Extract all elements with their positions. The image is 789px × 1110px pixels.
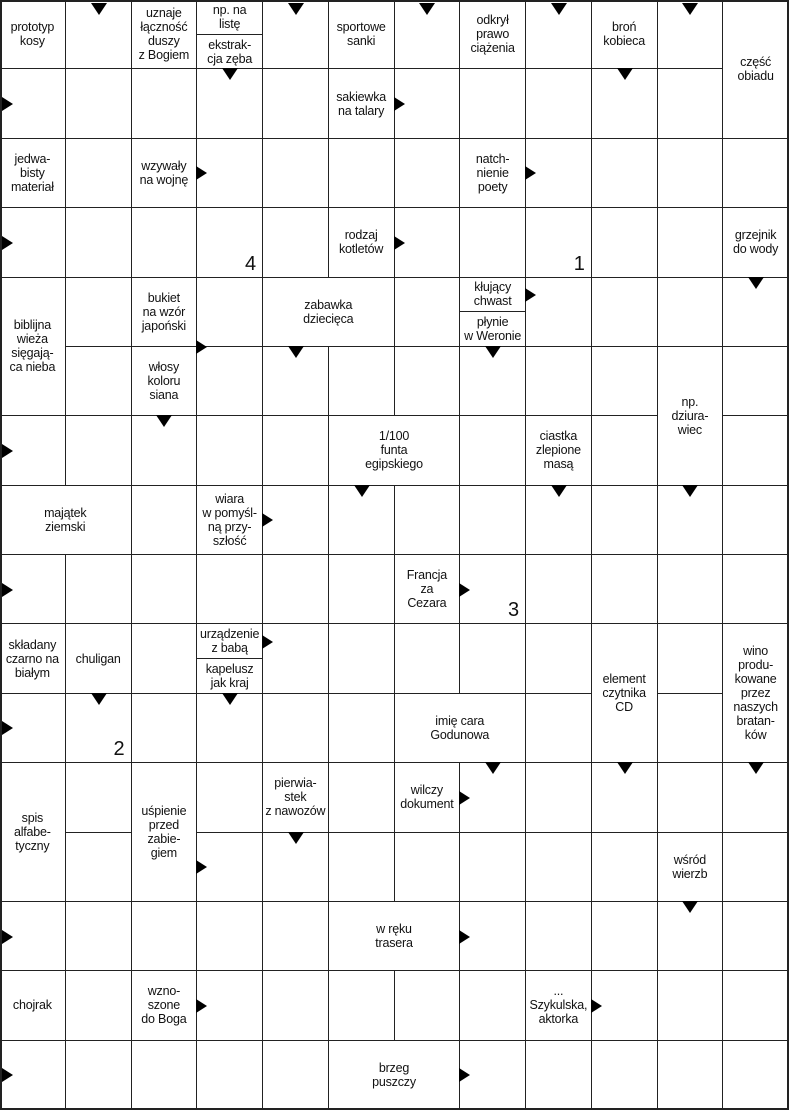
answer-cell[interactable] xyxy=(66,69,132,138)
clue-c8: część obiadu xyxy=(723,0,789,139)
arrow-down-icon xyxy=(222,693,238,705)
answer-cell[interactable] xyxy=(132,69,198,138)
answer-cell[interactable] xyxy=(66,763,132,832)
arrow-right-icon xyxy=(2,930,13,944)
answer-cell[interactable] xyxy=(592,208,658,277)
arrow-right-icon xyxy=(591,999,602,1013)
clue-c10: jedwa- bisty materiał xyxy=(0,139,66,208)
clue-c34: spis alfabe- tyczny xyxy=(0,763,66,902)
arrow-down-icon xyxy=(485,762,501,774)
arrow-right-icon xyxy=(2,444,13,458)
answer-cell[interactable] xyxy=(197,416,263,485)
arrow-down-icon xyxy=(682,3,698,15)
arrow-down-icon xyxy=(551,3,567,15)
arrow-down-icon xyxy=(682,901,698,913)
answer-cell[interactable] xyxy=(592,902,658,971)
clue-c13: rodzaj kotletów xyxy=(329,208,395,277)
arrow-right-icon xyxy=(394,236,405,250)
answer-cell[interactable] xyxy=(723,139,789,208)
arrow-down-icon xyxy=(551,485,567,497)
arrow-down-icon xyxy=(354,485,370,497)
arrow-right-icon xyxy=(196,166,207,180)
answer-cell[interactable] xyxy=(658,555,724,624)
clue-c11: wzywały na wojnę xyxy=(132,139,198,208)
answer-cell[interactable] xyxy=(658,278,724,347)
answer-cell[interactable] xyxy=(329,624,395,693)
arrow-down-icon xyxy=(288,832,304,844)
clue-c2: uznaje łączność duszy z Bogiem xyxy=(132,0,198,69)
answer-cell[interactable] xyxy=(592,1041,658,1110)
answer-cell[interactable] xyxy=(526,763,592,832)
arrow-right-icon xyxy=(2,583,13,597)
clue-c23: ciastka zlepione masą xyxy=(526,416,592,485)
answer-cell[interactable] xyxy=(460,416,526,485)
answer-cell[interactable] xyxy=(723,347,789,416)
arrow-right-icon xyxy=(459,1068,470,1082)
answer-cell[interactable] xyxy=(526,555,592,624)
arrow-down-icon xyxy=(419,3,435,15)
answer-cell[interactable] xyxy=(460,208,526,277)
arrow-right-icon xyxy=(459,583,470,597)
clue-c31: element czytnika CD xyxy=(592,624,658,763)
answer-cell[interactable] xyxy=(395,278,461,347)
answer-cell[interactable] xyxy=(395,486,461,555)
answer-cell[interactable] xyxy=(66,555,132,624)
arrow-down-icon xyxy=(288,346,304,358)
answer-cell[interactable] xyxy=(329,763,395,832)
clue-c17: zabawka dziecięca xyxy=(263,278,395,347)
answer-cell[interactable] xyxy=(132,208,198,277)
answer-cell[interactable] xyxy=(329,347,395,416)
answer-cell[interactable] xyxy=(263,208,329,277)
clue-c27: składany czarno na białym xyxy=(0,624,66,693)
answer-cell[interactable] xyxy=(263,416,329,485)
answer-cell[interactable] xyxy=(723,902,789,971)
answer-cell[interactable] xyxy=(592,555,658,624)
answer-cell[interactable] xyxy=(66,416,132,485)
clue-c33: imię cara Godunowa xyxy=(395,694,527,763)
answer-cell[interactable] xyxy=(197,347,263,416)
answer-cell[interactable] xyxy=(66,971,132,1040)
arrow-right-icon xyxy=(2,236,13,250)
arrow-right-icon xyxy=(525,166,536,180)
answer-cell[interactable] xyxy=(723,486,789,555)
clue-c5: sportowe sanki xyxy=(329,0,395,69)
arrow-right-icon xyxy=(196,860,207,874)
answer-cell[interactable] xyxy=(460,624,526,693)
answer-cell[interactable] xyxy=(460,69,526,138)
arrow-right-icon xyxy=(196,340,207,354)
answer-cell[interactable] xyxy=(526,694,592,763)
solution-number: 2 xyxy=(113,738,125,761)
answer-cell[interactable] xyxy=(658,971,724,1040)
answer-cell[interactable] xyxy=(526,347,592,416)
clue-c32: wino produ- kowane przez naszych bratan- ków xyxy=(723,624,789,763)
clue-c30: kapelusz jak kraj xyxy=(197,659,263,694)
arrow-down-icon xyxy=(485,346,501,358)
answer-cell[interactable] xyxy=(197,278,263,347)
answer-cell[interactable] xyxy=(723,416,789,485)
answer-cell[interactable] xyxy=(263,902,329,971)
answer-cell[interactable] xyxy=(592,486,658,555)
arrow-right-icon xyxy=(459,791,470,805)
answer-cell[interactable] xyxy=(66,278,132,347)
answer-cell[interactable] xyxy=(329,694,395,763)
arrow-right-icon xyxy=(2,1068,13,1082)
answer-cell[interactable] xyxy=(263,69,329,138)
answer-cell[interactable] xyxy=(132,694,198,763)
arrow-right-icon xyxy=(525,288,536,302)
answer-cell[interactable] xyxy=(263,694,329,763)
answer-cell[interactable] xyxy=(395,347,461,416)
answer-cell[interactable] xyxy=(723,833,789,902)
answer-cell[interactable] xyxy=(658,208,724,277)
answer-cell[interactable] xyxy=(658,763,724,832)
clue-c37: wilczy dokument xyxy=(395,763,461,832)
clue-c9: sakiewka na talary xyxy=(329,69,395,138)
clue-c3: np. na listę xyxy=(197,0,263,35)
answer-cell[interactable] xyxy=(592,139,658,208)
answer-cell[interactable] xyxy=(723,1041,789,1110)
clue-c12: natch- nienie poety xyxy=(460,139,526,208)
answer-cell[interactable] xyxy=(132,486,198,555)
solution-number: 4 xyxy=(245,252,257,275)
answer-cell[interactable] xyxy=(658,139,724,208)
arrow-right-icon xyxy=(262,513,273,527)
clue-c38: wśród wierzb xyxy=(658,833,724,902)
clue-c40: chojrak xyxy=(0,971,66,1040)
clue-c42: ... Szykulska, aktorka xyxy=(526,971,592,1040)
clue-c7: broń kobieca xyxy=(592,0,658,69)
clue-c41: wzno- szone do Boga xyxy=(132,971,198,1040)
answer-cell[interactable] xyxy=(658,69,724,138)
answer-cell[interactable] xyxy=(197,555,263,624)
answer-cell[interactable] xyxy=(329,833,395,902)
answer-cell[interactable] xyxy=(263,1041,329,1110)
clue-c6: odkrył prawo ciążenia xyxy=(460,0,526,69)
answer-cell[interactable] xyxy=(592,347,658,416)
clue-c39: w ręku trasera xyxy=(329,902,461,971)
answer-cell[interactable] xyxy=(66,139,132,208)
clue-c15: biblijna wieża sięgają- ca nieba xyxy=(0,278,66,417)
clue-c43: brzeg puszczy xyxy=(329,1041,461,1110)
answer-cell[interactable] xyxy=(526,902,592,971)
answer-cell[interactable] xyxy=(263,555,329,624)
arrow-down-icon xyxy=(91,3,107,15)
answer-cell[interactable] xyxy=(460,833,526,902)
arrow-down-icon xyxy=(748,277,764,289)
answer-cell[interactable] xyxy=(395,139,461,208)
arrow-down-icon xyxy=(617,68,633,80)
arrow-right-icon xyxy=(196,999,207,1013)
answer-cell[interactable] xyxy=(395,971,461,1040)
clue-c19: płynie w Weronie xyxy=(460,312,526,347)
answer-cell[interactable] xyxy=(526,833,592,902)
clue-c18: kłujący chwast xyxy=(460,278,526,313)
clue-c35: uśpienie przed zabie- giem xyxy=(132,763,198,902)
answer-cell[interactable] xyxy=(263,971,329,1040)
answer-cell[interactable] xyxy=(66,208,132,277)
answer-cell[interactable] xyxy=(66,833,132,902)
clue-c16: bukiet na wzór japoński xyxy=(132,278,198,347)
clue-c21: np. dziura- wiec xyxy=(658,347,724,486)
answer-cell[interactable] xyxy=(132,1041,198,1110)
answer-cell[interactable] xyxy=(66,1041,132,1110)
answer-cell[interactable] xyxy=(658,694,724,763)
clue-c26: Francja za Cezara xyxy=(395,555,461,624)
arrow-right-icon xyxy=(2,721,13,735)
answer-cell[interactable] xyxy=(526,69,592,138)
answer-cell[interactable] xyxy=(329,971,395,1040)
answer-cell[interactable] xyxy=(592,416,658,485)
answer-cell[interactable] xyxy=(658,624,724,693)
answer-cell[interactable] xyxy=(592,833,658,902)
answer-cell[interactable] xyxy=(526,624,592,693)
arrow-down-icon xyxy=(156,415,172,427)
clue-c29: urządzenie z babą xyxy=(197,624,263,659)
answer-cell[interactable] xyxy=(526,1041,592,1110)
answer-cell[interactable] xyxy=(723,555,789,624)
answer-cell[interactable] xyxy=(66,902,132,971)
answer-cell[interactable] xyxy=(329,555,395,624)
clue-c4: ekstrak- cja zęba xyxy=(197,35,263,70)
arrow-right-icon xyxy=(2,97,13,111)
answer-cell[interactable] xyxy=(592,278,658,347)
clue-c36: pierwia- stek z nawozów xyxy=(263,763,329,832)
answer-cell[interactable] xyxy=(329,139,395,208)
arrow-right-icon xyxy=(262,635,273,649)
answer-cell[interactable] xyxy=(395,833,461,902)
arrow-right-icon xyxy=(459,930,470,944)
clue-c20: włosy koloru siana xyxy=(132,347,198,416)
arrow-down-icon xyxy=(91,693,107,705)
answer-cell[interactable] xyxy=(132,902,198,971)
answer-cell[interactable] xyxy=(658,1041,724,1110)
clue-c25: wiara w pomyśl- ną przy- szłość xyxy=(197,486,263,555)
arrow-down-icon xyxy=(748,762,764,774)
clue-c14: grzejnik do wody xyxy=(723,208,789,277)
answer-cell[interactable] xyxy=(132,555,198,624)
answer-cell[interactable] xyxy=(197,763,263,832)
answer-cell[interactable] xyxy=(460,486,526,555)
clue-c24: majątek ziemski xyxy=(0,486,132,555)
answer-cell[interactable] xyxy=(460,971,526,1040)
arrow-down-icon xyxy=(682,485,698,497)
clue-c28: chuligan xyxy=(66,624,132,693)
answer-cell[interactable] xyxy=(395,624,461,693)
arrow-right-icon xyxy=(394,97,405,111)
answer-cell[interactable] xyxy=(197,1041,263,1110)
answer-cell[interactable] xyxy=(263,139,329,208)
answer-cell[interactable] xyxy=(723,971,789,1040)
answer-cell[interactable] xyxy=(66,347,132,416)
answer-cell[interactable] xyxy=(132,624,198,693)
solution-number: 3 xyxy=(508,599,520,622)
arrow-down-icon xyxy=(222,68,238,80)
arrow-down-icon xyxy=(617,762,633,774)
clue-c22: 1/100 funta egipskiego xyxy=(329,416,461,485)
clue-c1: prototyp kosy xyxy=(0,0,66,69)
answer-cell[interactable] xyxy=(197,902,263,971)
arrow-down-icon xyxy=(288,3,304,15)
solution-number: 1 xyxy=(573,252,585,275)
